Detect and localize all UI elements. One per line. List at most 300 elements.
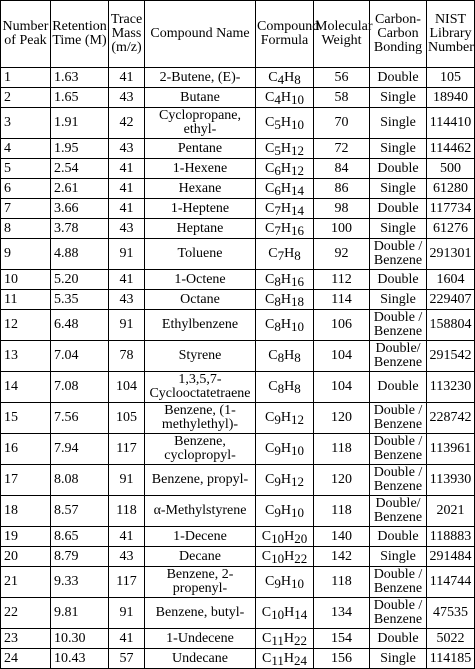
table-row: [1, 598, 475, 629]
formula-cell: [256, 341, 314, 372]
bonding-cell: Double: [370, 527, 427, 547]
retention-time-cell: 2.61: [51, 179, 109, 199]
formula-subscript: 10: [290, 443, 304, 458]
retention-time-cell: 7.56: [51, 403, 109, 434]
formula-element: C: [265, 410, 275, 425]
peak-cell: 20: [1, 547, 51, 567]
bonding-cell: Double / Benzene: [370, 403, 427, 434]
compound-name-cell: 1-Heptene: [145, 199, 256, 219]
formula-cell: [256, 139, 314, 159]
formula-element: C: [265, 220, 275, 236]
header-peak: Number of Peak: [1, 1, 51, 68]
formula-cell: [256, 68, 314, 88]
formula-element: C: [265, 140, 275, 156]
bonding-cell: Single: [370, 290, 427, 310]
formula-subscript: 6: [274, 182, 281, 198]
formula-element: H: [280, 89, 291, 105]
retention-time-cell: 5.20: [51, 270, 109, 290]
formula-element: C: [262, 630, 272, 646]
retention-time-cell: 7.94: [51, 434, 109, 465]
bonding-cell: Single: [370, 139, 427, 159]
trace-mass-cell: 117: [109, 434, 145, 465]
trace-mass-cell: 43: [109, 219, 145, 239]
molecular-weight-cell: 84: [314, 159, 370, 179]
trace-mass-cell: 118: [109, 496, 145, 527]
retention-time-cell: 8.79: [51, 547, 109, 567]
molecular-weight-cell: 106: [314, 310, 370, 341]
formula-cell: [256, 372, 314, 403]
table-row: [1, 527, 475, 547]
formula-subscript: 8: [274, 273, 281, 289]
formula-element: C: [261, 548, 272, 564]
trace-mass-cell: 42: [109, 108, 145, 139]
formula-subscript: 8: [274, 319, 281, 334]
retention-time-cell: 8.57: [51, 496, 109, 527]
molecular-weight-cell: 70: [314, 108, 370, 139]
bonding-cell: Double: [370, 372, 427, 403]
header-compound-name: Compound Name: [145, 1, 256, 68]
table-row: [1, 270, 475, 290]
formula-subscript: 10: [271, 530, 285, 546]
trace-mass-cell: 91: [109, 598, 145, 629]
formula-element: H: [280, 472, 291, 487]
formula-element: H: [280, 140, 291, 156]
peak-cell: 11: [1, 290, 51, 310]
nist-number-cell: 114410: [427, 108, 475, 139]
retention-time-cell: 8.65: [51, 527, 109, 547]
trace-mass-cell: 105: [109, 403, 145, 434]
trace-mass-cell: 43: [109, 547, 145, 567]
peak-cell: 19: [1, 527, 51, 547]
formula-element: H: [280, 160, 291, 176]
formula-element: H: [284, 548, 295, 564]
formula-subscript: 14: [290, 202, 304, 218]
peak-cell: 24: [1, 649, 51, 669]
formula-subscript: 4: [274, 91, 281, 107]
peak-cell: 13: [1, 341, 51, 372]
retention-time-cell: 1.63: [51, 68, 109, 88]
formula-cell: [256, 403, 314, 434]
formula-subscript: 10: [290, 505, 304, 520]
formula-cell: [256, 598, 314, 629]
molecular-weight-cell: 92: [314, 239, 370, 270]
formula-subscript: 9: [274, 505, 281, 520]
trace-mass-cell: 91: [109, 310, 145, 341]
peak-cell: 6: [1, 179, 51, 199]
formula-subscript: 12: [290, 412, 304, 427]
bonding-cell: Double/ Benzene: [370, 341, 427, 372]
formula-subscript: 6: [274, 162, 281, 178]
peak-cell: 9: [1, 239, 51, 270]
formula-element: C: [265, 317, 275, 332]
formula-element: H: [280, 441, 291, 456]
formula-subscript: 22: [294, 632, 307, 648]
molecular-weight-cell: 154: [314, 629, 370, 649]
formula-element: H: [280, 180, 291, 196]
compound-name-cell: Hexane: [145, 179, 256, 199]
formula-subscript: 7: [274, 222, 281, 238]
retention-time-cell: 3.78: [51, 219, 109, 239]
molecular-weight-cell: 72: [314, 139, 370, 159]
formula-element: H: [284, 605, 295, 620]
formula-element: C: [262, 650, 272, 666]
formula-subscript: 5: [274, 117, 281, 132]
retention-time-cell: 9.33: [51, 567, 109, 598]
trace-mass-cell: 43: [109, 139, 145, 159]
molecular-weight-cell: 118: [314, 496, 370, 527]
trace-mass-cell: 43: [109, 88, 145, 108]
formula-subscript: 24: [294, 652, 307, 668]
formula-cell: [256, 290, 314, 310]
trace-mass-cell: 41: [109, 159, 145, 179]
nist-number-cell: 47535: [427, 598, 475, 629]
table-row: [1, 372, 475, 403]
compound-name-cell: Heptane: [145, 219, 256, 239]
peak-cell: 18: [1, 496, 51, 527]
molecular-weight-cell: 156: [314, 649, 370, 669]
formula-element: C: [268, 348, 278, 363]
formula-cell: [256, 219, 314, 239]
compound-name-cell: Undecane: [145, 649, 256, 669]
formula-cell: [256, 547, 314, 567]
header-retention-time: Retention Time (M): [51, 1, 109, 68]
compound-name-cell: Toluene: [145, 239, 256, 270]
formula-subscript: 10: [290, 576, 304, 591]
formula-element: H: [280, 317, 291, 332]
trace-mass-cell: 41: [109, 199, 145, 219]
header-carbon-bonding: Carbon-Carbon Bonding: [370, 1, 427, 68]
compound-name-cell: Benzene, 2-propenyl-: [145, 567, 256, 598]
compound-name-cell: 1-Undecene: [145, 629, 256, 649]
formula-cell: [256, 649, 314, 669]
trace-mass-cell: 41: [109, 270, 145, 290]
retention-time-cell: 2.54: [51, 159, 109, 179]
retention-time-cell: 4.88: [51, 239, 109, 270]
peak-cell: 12: [1, 310, 51, 341]
trace-mass-cell: 41: [109, 179, 145, 199]
molecular-weight-cell: 140: [314, 527, 370, 547]
formula-subscript: 20: [294, 530, 308, 546]
trace-mass-cell: 91: [109, 239, 145, 270]
formula-element: C: [261, 605, 272, 620]
molecular-weight-cell: 114: [314, 290, 370, 310]
formula-cell: [256, 159, 314, 179]
formula-cell: [256, 567, 314, 598]
table-row: [1, 219, 475, 239]
compound-name-cell: Octane: [145, 290, 256, 310]
formula-element: C: [265, 574, 275, 589]
formula-subscript: 10: [271, 607, 285, 622]
peak-cell: 4: [1, 139, 51, 159]
bonding-cell: Double / Benzene: [370, 310, 427, 341]
compound-name-cell: Decane: [145, 547, 256, 567]
molecular-weight-cell: 104: [314, 341, 370, 372]
peak-cell: 1: [1, 68, 51, 88]
formula-subscript: 8: [294, 381, 301, 396]
table-row: [1, 649, 475, 669]
molecular-weight-cell: 112: [314, 270, 370, 290]
nist-number-cell: 117734: [427, 199, 475, 219]
bonding-cell: Double / Benzene: [370, 567, 427, 598]
compound-name-cell: Benzene, butyl-: [145, 598, 256, 629]
formula-subscript: 12: [290, 162, 304, 178]
formula-element: H: [280, 503, 291, 518]
molecular-weight-cell: 118: [314, 567, 370, 598]
formula-subscript: 9: [274, 474, 281, 489]
formula-cell: [256, 199, 314, 219]
bonding-cell: Double / Benzene: [370, 598, 427, 629]
formula-subscript: 9: [274, 443, 281, 458]
molecular-weight-cell: 120: [314, 403, 370, 434]
formula-subscript: 10: [290, 117, 304, 132]
trace-mass-cell: 43: [109, 290, 145, 310]
formula-subscript: 14: [290, 182, 304, 198]
molecular-weight-cell: 104: [314, 372, 370, 403]
peak-cell: 2: [1, 88, 51, 108]
peak-cell: 5: [1, 159, 51, 179]
molecular-weight-cell: 120: [314, 465, 370, 496]
trace-mass-cell: 117: [109, 567, 145, 598]
retention-time-cell: 6.48: [51, 310, 109, 341]
bonding-cell: Double/ Benzene: [370, 496, 427, 527]
nist-number-cell: 291301: [427, 239, 475, 270]
nist-number-cell: 500: [427, 159, 475, 179]
peak-cell: 16: [1, 434, 51, 465]
retention-time-cell: 1.65: [51, 88, 109, 108]
compound-name-cell: 1-Decene: [145, 527, 256, 547]
formula-element: H: [284, 379, 295, 394]
bonding-cell: Double: [370, 68, 427, 88]
formula-cell: [256, 310, 314, 341]
peak-cell: 14: [1, 372, 51, 403]
formula-element: C: [265, 271, 275, 287]
table-row: [1, 465, 475, 496]
trace-mass-cell: 104: [109, 372, 145, 403]
formula-subscript: 8: [277, 381, 285, 396]
formula-subscript: 4: [277, 71, 285, 87]
peak-cell: 22: [1, 598, 51, 629]
bonding-cell: Double / Benzene: [370, 434, 427, 465]
formula-subscript: 8: [277, 350, 285, 365]
trace-mass-cell: 41: [109, 629, 145, 649]
bonding-cell: Double: [370, 629, 427, 649]
molecular-weight-cell: 56: [314, 68, 370, 88]
formula-element: H: [280, 115, 291, 130]
formula-subscript: 7: [274, 202, 281, 218]
nist-number-cell: 228742: [427, 403, 475, 434]
table-row: [1, 159, 475, 179]
bonding-cell: Double: [370, 270, 427, 290]
molecular-weight-cell: 134: [314, 598, 370, 629]
peak-cell: 7: [1, 199, 51, 219]
peak-cell: 17: [1, 465, 51, 496]
retention-time-cell: 5.35: [51, 290, 109, 310]
compound-name-cell: Butane: [145, 88, 256, 108]
formula-element: H: [284, 528, 295, 544]
formula-subscript: 10: [290, 91, 304, 107]
formula-cell: [256, 434, 314, 465]
nist-number-cell: 291484: [427, 547, 475, 567]
compound-name-cell: 1-Hexene: [145, 159, 256, 179]
formula-subscript: 14: [294, 607, 308, 622]
formula-element: C: [265, 441, 275, 456]
formula-subscript: 12: [290, 474, 304, 489]
bonding-cell: Single: [370, 219, 427, 239]
formula-cell: [256, 527, 314, 547]
formula-subscript: 11: [271, 652, 284, 668]
peak-cell: 21: [1, 567, 51, 598]
formula-cell: [256, 108, 314, 139]
formula-cell: [256, 629, 314, 649]
formula-subscript: 22: [294, 550, 308, 566]
trace-mass-cell: 41: [109, 68, 145, 88]
table-row: [1, 239, 475, 270]
nist-number-cell: 61280: [427, 179, 475, 199]
bonding-cell: Single: [370, 649, 427, 669]
nist-number-cell: 229407: [427, 290, 475, 310]
formula-element: H: [283, 650, 294, 666]
nist-number-cell: 118883: [427, 527, 475, 547]
bonding-cell: Double / Benzene: [370, 239, 427, 270]
header-row: [1, 1, 475, 68]
bonding-cell: Single: [370, 88, 427, 108]
compound-name-cell: 1-Octene: [145, 270, 256, 290]
nist-number-cell: 2021: [427, 496, 475, 527]
nist-number-cell: 114185: [427, 649, 475, 669]
formula-element: C: [265, 503, 275, 518]
trace-mass-cell: 41: [109, 527, 145, 547]
peak-cell: 8: [1, 219, 51, 239]
header-trace-mass: Trace Mass (m/z): [109, 1, 145, 68]
table-row: [1, 139, 475, 159]
bonding-cell: Double: [370, 199, 427, 219]
table-row: [1, 547, 475, 567]
retention-time-cell: 9.81: [51, 598, 109, 629]
molecular-weight-cell: 142: [314, 547, 370, 567]
formula-element: C: [268, 246, 278, 261]
nist-number-cell: 114462: [427, 139, 475, 159]
header-molecular-weight: Molecular Weight: [314, 1, 370, 68]
formula-subscript: 16: [290, 222, 304, 238]
nist-number-cell: 5022: [427, 629, 475, 649]
retention-time-cell: 1.95: [51, 139, 109, 159]
formula-element: C: [265, 89, 275, 105]
peak-cell: 23: [1, 629, 51, 649]
molecular-weight-cell: 98: [314, 199, 370, 219]
nist-number-cell: 114744: [427, 567, 475, 598]
formula-subscript: 7: [277, 248, 285, 263]
table-row: [1, 434, 475, 465]
formula-subscript: 9: [274, 412, 281, 427]
formula-subscript: 5: [274, 142, 281, 158]
formula-cell: [256, 88, 314, 108]
formula-element: H: [280, 200, 291, 216]
peak-cell: 10: [1, 270, 51, 290]
formula-element: H: [284, 246, 295, 261]
formula-cell: [256, 496, 314, 527]
table-row: [1, 88, 475, 108]
molecular-weight-cell: 86: [314, 179, 370, 199]
trace-mass-cell: 78: [109, 341, 145, 372]
formula-element: C: [268, 69, 278, 85]
table-row: [1, 629, 475, 649]
formula-element: H: [284, 69, 295, 85]
molecular-weight-cell: 100: [314, 219, 370, 239]
nist-number-cell: 113930: [427, 465, 475, 496]
compound-name-cell: Benzene, propyl-: [145, 465, 256, 496]
formula-element: C: [265, 160, 275, 176]
retention-time-cell: 7.08: [51, 372, 109, 403]
retention-time-cell: 7.04: [51, 341, 109, 372]
table-row: [1, 496, 475, 527]
formula-element: H: [280, 220, 291, 236]
peak-cell: 3: [1, 108, 51, 139]
retention-time-cell: 10.43: [51, 649, 109, 669]
nist-number-cell: 18940: [427, 88, 475, 108]
retention-time-cell: 10.30: [51, 629, 109, 649]
formula-cell: [256, 179, 314, 199]
compound-name-cell: Benzene, cyclopropyl-: [145, 434, 256, 465]
table-row: [1, 403, 475, 434]
compound-name-cell: Ethylbenzene: [145, 310, 256, 341]
formula-subscript: 8: [274, 293, 281, 309]
table-row: [1, 179, 475, 199]
formula-element: C: [265, 291, 275, 307]
formula-element: H: [284, 348, 295, 363]
nist-number-cell: 291542: [427, 341, 475, 372]
table-row: [1, 68, 475, 88]
nist-number-cell: 61276: [427, 219, 475, 239]
formula-subscript: 16: [290, 273, 304, 289]
table-row: [1, 310, 475, 341]
peak-cell: 15: [1, 403, 51, 434]
formula-subscript: 11: [271, 632, 284, 648]
formula-subscript: 8: [294, 248, 301, 263]
formula-cell: [256, 239, 314, 270]
compound-name-cell: Styrene: [145, 341, 256, 372]
formula-element: C: [265, 115, 275, 130]
retention-time-cell: 8.08: [51, 465, 109, 496]
formula-element: H: [280, 291, 291, 307]
bonding-cell: Single: [370, 108, 427, 139]
table-row: [1, 108, 475, 139]
formula-subscript: 10: [290, 319, 304, 334]
formula-element: H: [283, 630, 294, 646]
nist-number-cell: 1604: [427, 270, 475, 290]
bonding-cell: Double / Benzene: [370, 465, 427, 496]
table-row: [1, 567, 475, 598]
table-row: [1, 341, 475, 372]
compound-name-cell: α-Methylstyrene: [145, 496, 256, 527]
formula-element: C: [268, 379, 278, 394]
formula-subscript: 18: [290, 293, 304, 309]
formula-element: C: [265, 180, 275, 196]
header-nist-number: NIST Library Number: [427, 1, 475, 68]
retention-time-cell: 1.91: [51, 108, 109, 139]
nist-number-cell: 158804: [427, 310, 475, 341]
molecular-weight-cell: 118: [314, 434, 370, 465]
formula-element: H: [280, 271, 291, 287]
retention-time-cell: 3.66: [51, 199, 109, 219]
trace-mass-cell: 91: [109, 465, 145, 496]
table-row: [1, 290, 475, 310]
header-compound-formula: Compound Formula: [256, 1, 314, 68]
bonding-cell: Single: [370, 547, 427, 567]
formula-element: H: [280, 574, 291, 589]
compound-name-cell: 2-Butene, (E)-: [145, 68, 256, 88]
formula-subscript: 12: [290, 142, 304, 158]
formula-element: C: [265, 472, 275, 487]
